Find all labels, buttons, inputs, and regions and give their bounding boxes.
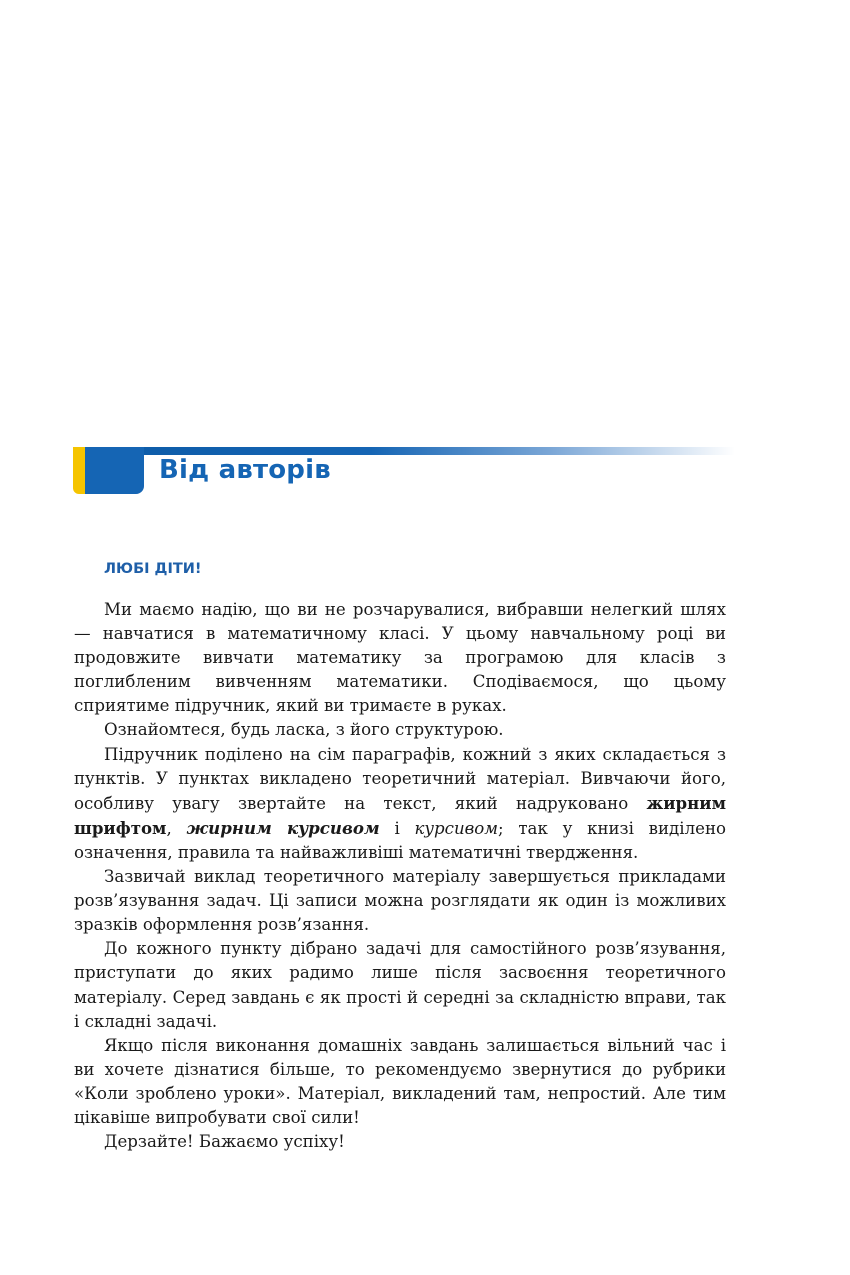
paragraph-1: Ми маємо надію, що ви не розчарувалися, вибравши нелегкий шлях — навчатися в математичному класі. У цьому навчальному році ви продовжите вивчати математику за програмою для класів з поглибленим вивченням математики. Сподіваємося, що цьому сприятиме підручник, який ви тримаєте в руках. xyxy=(74,600,726,716)
paragraph-3 xyxy=(74,743,726,865)
header-gradient-bar xyxy=(73,447,735,455)
greeting-heading: ЛЮБІ ДІТИ! xyxy=(104,561,202,577)
paragraph-4: Зазвичай виклад теоретичного матеріалу завершується прикладами розв’язування задач. Ці записи можна розглядати як один із можливих зразків оформлення розв’язання. xyxy=(74,867,726,935)
bold-italic-term: жирним курсивом xyxy=(186,817,380,838)
paragraph-3-sep1: , xyxy=(166,818,187,838)
paragraph-7: Дерзайте! Бажаємо успіху! xyxy=(104,1132,345,1152)
bold-font-term: жирним шрифтом xyxy=(74,792,726,838)
section-title: Від авторів xyxy=(159,455,331,485)
paragraph-5: До кожного пункту дібрано задачі для самостійного розв’язування, приступати до яких радимо лише після засвоєння теоретичного матеріалу. Серед завдань є як прості й середні за складністю вправи, так і складні задачі. xyxy=(74,939,726,1031)
italic-term: курсивом xyxy=(414,818,499,838)
authors-text xyxy=(74,598,726,1154)
paragraph-3-rest: ; так у книзі виділено означення, правила та найважливіші математичні твердження. xyxy=(74,818,726,862)
paragraph-3-intro: Підручник поділено на сім параграфів, кожний з яких складається з пунктів. У пунктах викладено теоретичний матеріал. Вивчаючи його, особливу увагу звертайте на текст, який надруковано xyxy=(74,744,726,813)
paragraph-2: Ознайомтеся, будь ласка, з його структурою. xyxy=(104,720,504,740)
paragraph-3-sep2: і xyxy=(379,818,415,838)
paragraph-6: Якщо після виконання домашніх завдань залишається вільний час і ви хочете дізнатися більше, то рекомендуємо звернутися до рубрики «Коли зроблено уроки». Матеріал, викладений там, непростий. Але тим цікавіше випробувати свої сили! xyxy=(74,1035,726,1127)
header-blue-marker xyxy=(85,447,144,494)
